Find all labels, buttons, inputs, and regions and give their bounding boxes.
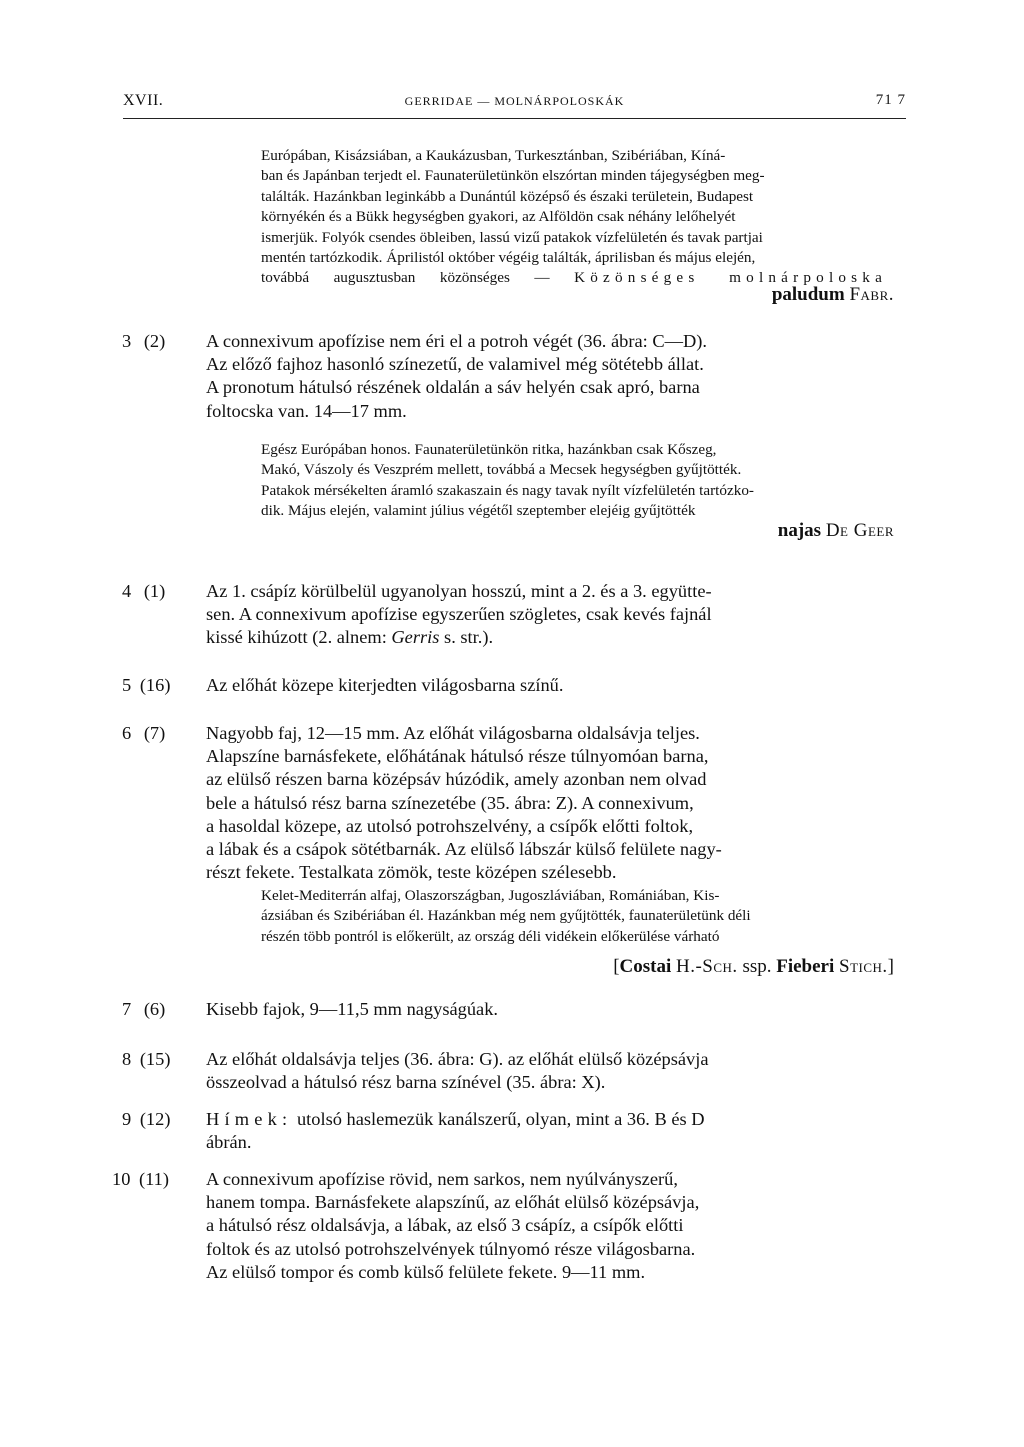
key-text-9: Hímek: utolsó haslemezük kanálszerű, olyan, mint a 36. B és D ábrán. <box>206 1109 705 1153</box>
page-header <box>123 92 906 119</box>
distribution-paragraph-3: Kelet-Mediterrán alfaj, Olaszországban, Jugoszláviában, Romániában, Kis- ázsiában és Szibériában él. Hazánkban még nem gyűjtötték, faunaterületünk déli részén több pontról is előkerült, az ország déli vidékein előkerülése várható <box>261 887 751 945</box>
species-name-najas: najas De Geer <box>777 520 894 541</box>
chapter-number: XVII. <box>123 92 164 109</box>
key-number-4: 4 (1) <box>122 581 166 601</box>
key-number-6: 6 (7) <box>122 723 166 743</box>
distribution-paragraph-1: Európában, Kisázsiában, a Kaukázusban, Turkesztánban, Szibériában, Kíná- ban és Japánban terjedt el. Faunaterületünkön elszórtan minden tájegységben meg- találták. Hazánkban leginkább a Dunántúl középső és északi területein, Budapest környékén és a Bükk hegységben gyakori, az Alföldön csak néhány lelőhelyét ismerjük. Folyók csendes öbleiben, lassú vizű patakok vízfelületén és tavak partjai mentén tartózkodik. Áprilistól október végéig találták, áprilisban és május elején, továbbá augusztusban közönséges — Közönséges molnárpoloska <box>261 147 888 287</box>
key-text-4: Az 1. csápíz körülbelül ugyanolyan hosszú, mint a 2. és a 3. együtte- sen. A connexivum apofízise egyszerűen szögletes, csak kevés fajnál kissé kihúzott (2. alnem: Gerris s. str.). <box>206 581 712 648</box>
key-number-10: 10 (11) <box>112 1169 169 1189</box>
key-number-8: 8 (15) <box>122 1049 171 1069</box>
key-text-5: Az előhát közepe kiterjedten világosbarna színű. <box>206 675 564 695</box>
key-number-3: 3 (2) <box>122 331 166 351</box>
species-name-paludum: paludum Fabr. <box>771 284 894 305</box>
key-text-3: A connexivum apofízise nem éri el a potroh végét (36. ábra: C—D). Az előző fajhoz hasonló színezetű, de valamivel még sötétebb állat. A pronotum hátulsó részének oldalán a sáv helyén csak apró, barna foltocska van. 14—17 mm. <box>206 331 707 421</box>
page-number: 71 7 <box>875 92 906 108</box>
key-number-9: 9 (12) <box>122 1109 171 1129</box>
key-number-5: 5 (16) <box>122 675 171 695</box>
species-name-costai: [Costai H.-Sch. ssp. Fieberi Stich.] <box>613 956 894 977</box>
key-text-7: Kisebb fajok, 9—11,5 mm nagyságúak. <box>206 999 498 1019</box>
running-title: GERRIDAE — MOLNÁRPOLOSKÁK <box>404 94 625 108</box>
key-number-7: 7 (6) <box>122 999 166 1019</box>
distribution-paragraph-2: Egész Európában honos. Faunaterületünkön ritka, hazánkban csak Kőszeg, Makó, Vászoly és Veszprém mellett, továbbá a Mecsek hegységben gyűjtötték. Patakok mérsékelten áramló szakaszain és nagy tavak nyílt vízfelületén tartózko- dik. Május elején, valamint július végétől szeptember elejéig gyűjtötték <box>261 441 754 520</box>
key-text-10: A connexivum apofízise rövid, nem sarkos, nem nyúlványszerű, hanem tompa. Barnásfekete alapszínű, az előhát elülső középsávja, a hátulsó rész oldalsávja, a lábak, az első 3 csápíz, a csípők előtti foltok és az utolsó potrohszelvények túlnyomó része világosbarna. Az elülső tompor és comb külső felülete fekete. 9—11 mm. <box>206 1169 700 1282</box>
key-text-6: Nagyobb faj, 12—15 mm. Az előhát világosbarna oldalsávja teljes. Alapszíne barnásfekete, előhátának hátulsó része túlnyomóan barna, az elülső részen barna középsáv húzódik, amely azonban nem olvad bele a hátulsó rész barna színezetébe (35. ábra: Z). A connexivum, a hasoldal közepe, az utolsó potrohszelvény, a csípők előtti foltok, a lábak és a csápok sötétbarnák. Az elülső lábszár külső felülete nagy- részt fekete. Testalkata zömök, teste középen szélesebb. <box>206 723 722 883</box>
common-name: Közönséges molnárpoloska <box>574 269 888 287</box>
key-text-8: Az előhát oldalsávja teljes (36. ábra: G). az előhát elülső középsávja összeolvad a hátulsó rész barna színével (35. ábra: X). <box>206 1049 709 1093</box>
